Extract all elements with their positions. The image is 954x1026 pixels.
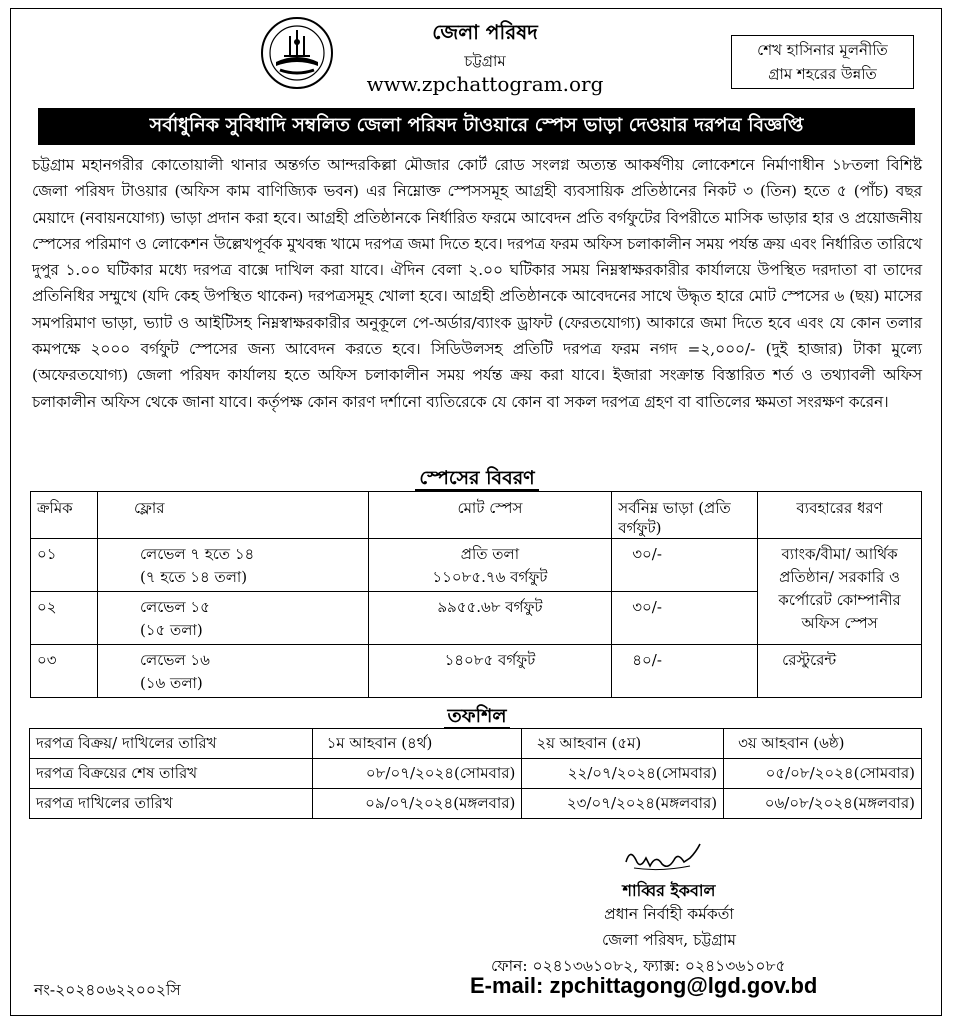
space-section-title-text: স্পেসের বিবরণ bbox=[415, 467, 538, 491]
serial-cell: ০২ bbox=[31, 592, 98, 645]
org-name: জেলা পরিষদ bbox=[432, 20, 538, 44]
table-row bbox=[30, 789, 922, 819]
schedule-cell: দরপত্র বিক্রয়/ দাখিলের তারিখ bbox=[30, 729, 313, 759]
table-row bbox=[30, 759, 922, 789]
column-header: সর্বনিম্ন ভাড়া (প্রতি বর্গফুট) bbox=[612, 492, 758, 539]
signature-mark bbox=[620, 840, 710, 876]
schedule-cell: ০৫/০৮/২০২৪(সোমবার) bbox=[724, 759, 922, 789]
floor-level: লেভেল ৭ হতে ১৪ bbox=[139, 545, 255, 563]
serial-cell: ০৩ bbox=[31, 645, 98, 698]
floor-range: (১৫ তলা) bbox=[139, 621, 203, 639]
schedule-cell: ১ম আহবান (৪র্থ) bbox=[312, 729, 522, 759]
space-details-table bbox=[30, 491, 922, 698]
signatory-name: শাব্বির ইকবাল bbox=[622, 881, 716, 900]
notice-body-paragraph: চট্টগ্রাম মহানগরীর কোতোয়ালী থানার অন্তর্গত আন্দরকিল্লা মৌজার কোর্ট রোড সংলগ্ন অত্যন্ত আকর্ষণীয় লোকেশনে নির্মাণাধীন ১৮তলা বিশিষ্ট জেলা পরিষদ টাওয়ার (অফিস কাম বাণিজ্যিক ভবন) এর নিম্নোক্ত স্পেসসমূহ আগ্রহী ব্যবসায়িক প্রতিষ্ঠানের নিকট ৩ (তিন) হতে ৫ (পাঁচ) বছর মেয়াদে (নবায়নযোগ্য) ভাড়া প্রদান করা হবে। আগ্রহী প্রতিষ্ঠানকে নির্ধারিত ফরমে আবেদন প্রতি বর্গফুটের বিপরীতে মাসিক ভাড়ার হার ও প্রয়োজনীয় স্পেসের পরিমাণ ও লোকেশন উল্লেখপূর্বক মুখবন্ধ খামে দরপত্র জমা দিতে হবে। দরপত্র ফরম অফিস চলাকালীন সময় পর্যন্ত ক্রয় এবং নির্ধারিত তারিখে দুপুর ১.০০ ঘটিকার মধ্যে দরপত্র বাক্সে দাখিল করা যাবে। ঐদিন বেলা ২.০০ ঘটিকার সময় নিম্নস্বাক্ষরকারীর কার্যালয়ে উপস্থিত দরদাতা বা তাদের প্রতিনিধির সম্মুখে (যদি কেহ উপস্থিত থাকেন) দরপত্রসমূহ খোলা হবে। আগ্রহী প্রতিষ্ঠানকে আবেদনের সাথে উদ্ধৃত হারে মোট স্পেসের ৬ (ছয়) মাসের সমপরিমাণ ভাড়া, ভ্যাট ও আইটিসহ নিম্নস্বাক্ষরকারীর অনুকূলে পে-অর্ডার/ব্যাংক ড্রাফট (ফেরতযোগ্য) আকারে জমা দিতে হবে এবং যে কোন তলার কমপক্ষে ২০০০ বর্গফুট স্পেসের জন্য আবেদন করতে হবে। সিডিউলসহ প্রতিটি দরপত্র ফরম নগদ =২,০০০/- (দুই হাজার) টাকা মুল্যে (অফেরতযোগ্য) জেলা পরিষদ কার্যালয় হতে অফিস চলাকালীন সময় পর্যন্ত ক্রয় করা যাবে। ইজারা সংক্রান্ত বিস্তারিত শর্ত ও তথ্যাবলী অফিস চলাকালীন অফিস থেকে জানা যাবে। কর্তৃপক্ষ কোন কারণ দর্শানো ব্যতিরেকে যে কোন বা সকল দরপত্র গ্রহণ বা বাতিলের ক্ষমতা সংরক্ষণ করেন। bbox=[32, 156, 922, 411]
usage-cell bbox=[758, 539, 922, 645]
floor-cell bbox=[97, 539, 368, 592]
rent-cell: ৩০/- bbox=[612, 592, 758, 645]
space-cell bbox=[368, 645, 612, 698]
schedule-cell: ০৯/০৭/২০২৪(মঙ্গলবার) bbox=[312, 789, 522, 819]
slogan-box bbox=[731, 35, 914, 89]
column-header: ক্রমিক bbox=[31, 492, 98, 539]
serial-cell: ০১ bbox=[31, 539, 98, 592]
space-cell bbox=[368, 539, 612, 592]
usage-cell: রেস্টুরেন্ট bbox=[758, 645, 922, 698]
slogan-line-1: শেখ হাসিনার মূলনীতি bbox=[757, 41, 888, 59]
space-line: ৯৯৫৫.৬৮ বর্গফুট bbox=[437, 598, 543, 616]
memo-number: নং-২০২৪০৬২২০০২সি bbox=[34, 981, 181, 999]
table-row bbox=[30, 729, 922, 759]
space-line: প্রতি তলা bbox=[460, 545, 520, 563]
usage-line: প্রতিষ্ঠান/ সরকারি ও bbox=[779, 568, 901, 586]
schedule-cell: ০৬/০৮/২০২৪(মঙ্গলবার) bbox=[724, 789, 922, 819]
floor-range: (৭ হতে ১৪ তলা) bbox=[139, 568, 248, 586]
notice-title-banner: সর্বাধুনিক সুবিধাদি সম্বলিত জেলা পরিষদ টাওয়ারে স্পেস ভাড়া দেওয়ার দরপত্র বিজ্ঞপ্তি bbox=[38, 108, 915, 145]
signatory-title: প্রধান নির্বাহী কর্মকর্তা bbox=[604, 905, 734, 923]
schedule-cell: ২৩/০৭/২০২৪(মঙ্গলবার) bbox=[522, 789, 724, 819]
signatory-office: জেলা পরিষদ, চট্টগ্রাম bbox=[601, 931, 736, 949]
rent-cell: ৪০/- bbox=[612, 645, 758, 698]
contact-email[interactable]: E-mail: zpchittagong@lgd.gov.bd bbox=[470, 973, 818, 998]
space-line: ১১০৮৫.৭৬ বর্গফুট bbox=[432, 568, 548, 586]
column-header: ব্যবহারের ধরণ bbox=[758, 492, 922, 539]
floor-cell bbox=[97, 592, 368, 645]
rent-cell: ৩০/- bbox=[612, 539, 758, 592]
schedule-table bbox=[29, 728, 922, 819]
floor-level: লেভেল ১৬ bbox=[139, 651, 210, 669]
column-header: ফ্লোর bbox=[97, 492, 368, 539]
table-row bbox=[31, 645, 922, 698]
floor-range: (১৬ তলা) bbox=[139, 674, 203, 692]
slogan-line-2: গ্রাম শহরের উন্নতি bbox=[768, 65, 877, 83]
usage-line: কর্পোরেট কোম্পানীর bbox=[778, 591, 901, 609]
usage-line: ব্যাংক/বীমা/ আর্থিক bbox=[781, 545, 898, 563]
schedule-cell: ৩য় আহবান (৬ষ্ঠ) bbox=[724, 729, 922, 759]
website-link[interactable]: www.zpchattogram.org bbox=[366, 72, 604, 96]
contact-phone: ফোন: ০২৪১৩৬১০৮২, ফ্যাক্স: ০২৪১৩৬১০৮৫ bbox=[491, 957, 786, 975]
floor-cell bbox=[97, 645, 368, 698]
schedule-cell: দরপত্র বিক্রয়ের শেষ তারিখ bbox=[30, 759, 313, 789]
schedule-title-text: তফশিল bbox=[444, 705, 511, 729]
schedule-cell: দরপত্র দাখিলের তারিখ bbox=[30, 789, 313, 819]
floor-level: লেভেল ১৫ bbox=[139, 598, 210, 616]
table-row bbox=[31, 539, 922, 592]
column-header: মোট স্পেস bbox=[368, 492, 612, 539]
space-cell bbox=[368, 592, 612, 645]
schedule-cell: ২২/০৭/২০২৪(সোমবার) bbox=[522, 759, 724, 789]
schedule-cell: ০৮/০৭/২০২৪(সোমবার) bbox=[312, 759, 522, 789]
schedule-cell: ২য় আহবান (৫ম) bbox=[522, 729, 724, 759]
usage-line: অফিস স্পেস bbox=[801, 614, 878, 632]
table-header-row bbox=[31, 492, 922, 539]
space-line: ১৪০৮৫ বর্গফুট bbox=[444, 651, 536, 669]
org-city: চট্টগ্রাম bbox=[464, 52, 506, 70]
